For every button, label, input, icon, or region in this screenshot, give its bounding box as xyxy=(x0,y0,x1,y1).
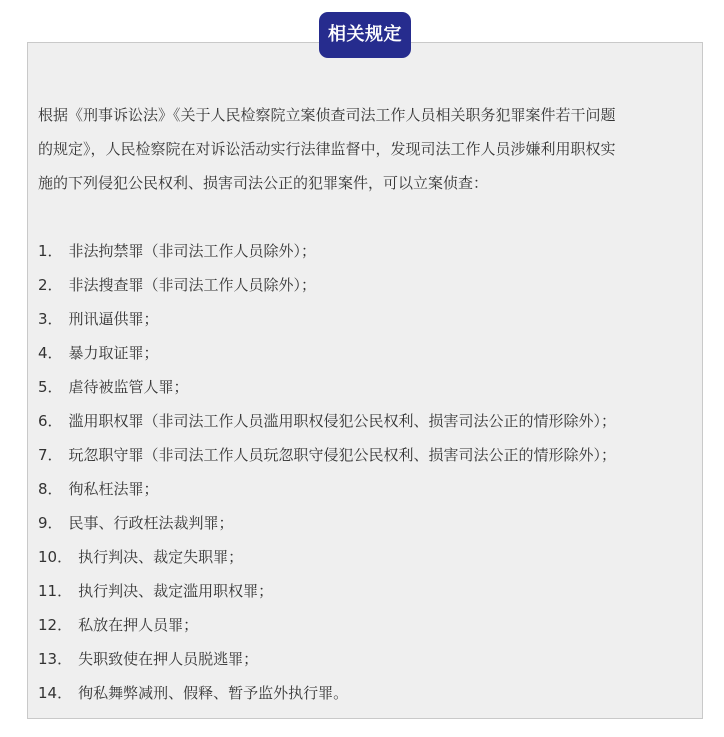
list-item-number: 7． xyxy=(38,446,63,464)
list-item xyxy=(38,404,678,438)
list-item-number: 12． xyxy=(38,616,73,634)
list-item xyxy=(38,676,678,710)
list-item-number: 1． xyxy=(38,242,63,260)
list-item xyxy=(38,302,678,336)
list-item-number: 5． xyxy=(38,378,63,396)
section-title-badge: 相关规定 xyxy=(319,12,411,58)
list-item-text: 徇私枉法罪； xyxy=(68,480,159,498)
list-item-number: 3． xyxy=(38,310,63,328)
list-item-number: 10． xyxy=(38,548,73,566)
list-item xyxy=(38,574,678,608)
list-item-number: 14． xyxy=(38,684,73,702)
list-item xyxy=(38,642,678,676)
list-item-text: 玩忽职守罪（非司法工作人员玩忽职守侵犯公民权利、损害司法公正的情形除外）； xyxy=(68,446,617,464)
regulations-content xyxy=(38,98,678,710)
list-item-text: 失职致使在押人员脱逃罪； xyxy=(78,650,259,668)
list-item xyxy=(38,370,678,404)
list-item-text: 民事、行政枉法裁判罪； xyxy=(68,514,234,532)
list-item-text: 非法拘禁罪（非司法工作人员除外）； xyxy=(68,242,317,260)
list-item xyxy=(38,472,678,506)
intro-line-2: 的规定》，人民检察院在对诉讼活动实行法律监督中，发现司法工作人员涉嫌利用职权实 xyxy=(38,140,616,158)
list-item-text: 徇私舞弊减刑、假释、暂予监外执行罪。 xyxy=(78,684,349,702)
list-item-text: 执行判决、裁定失职罪； xyxy=(78,548,244,566)
list-item xyxy=(38,234,678,268)
intro-paragraph xyxy=(38,98,678,200)
list-item-number: 4． xyxy=(38,344,63,362)
list-item xyxy=(38,268,678,302)
list-item-number: 2． xyxy=(38,276,63,294)
list-item-number: 13． xyxy=(38,650,73,668)
list-item xyxy=(38,506,678,540)
list-item xyxy=(38,438,678,472)
list-item xyxy=(38,336,678,370)
crime-list xyxy=(38,234,678,710)
list-item-text: 刑讯逼供罪； xyxy=(68,310,159,328)
list-item-number: 6． xyxy=(38,412,63,430)
list-item-text: 滥用职权罪（非司法工作人员滥用职权侵犯公民权利、损害司法公正的情形除外）； xyxy=(68,412,617,430)
list-item-number: 8． xyxy=(38,480,63,498)
list-item-text: 执行判决、裁定滥用职权罪； xyxy=(78,582,274,600)
list-item-number: 9． xyxy=(38,514,63,532)
list-item-text: 私放在押人员罪； xyxy=(78,616,199,634)
list-item xyxy=(38,540,678,574)
paragraph-spacer xyxy=(38,200,678,234)
intro-line-3: 施的下列侵犯公民权利、损害司法公正的犯罪案件，可以立案侦查： xyxy=(38,174,489,192)
list-item-number: 11． xyxy=(38,582,73,600)
list-item-text: 暴力取证罪； xyxy=(68,344,159,362)
list-item-text: 非法搜查罪（非司法工作人员除外）； xyxy=(68,276,317,294)
intro-line-1: 根据《刑事诉讼法》《关于人民检察院立案侦查司法工作人员相关职务犯罪案件若干问题 xyxy=(38,106,616,124)
list-item xyxy=(38,608,678,642)
list-item-text: 虐待被监管人罪； xyxy=(68,378,189,396)
